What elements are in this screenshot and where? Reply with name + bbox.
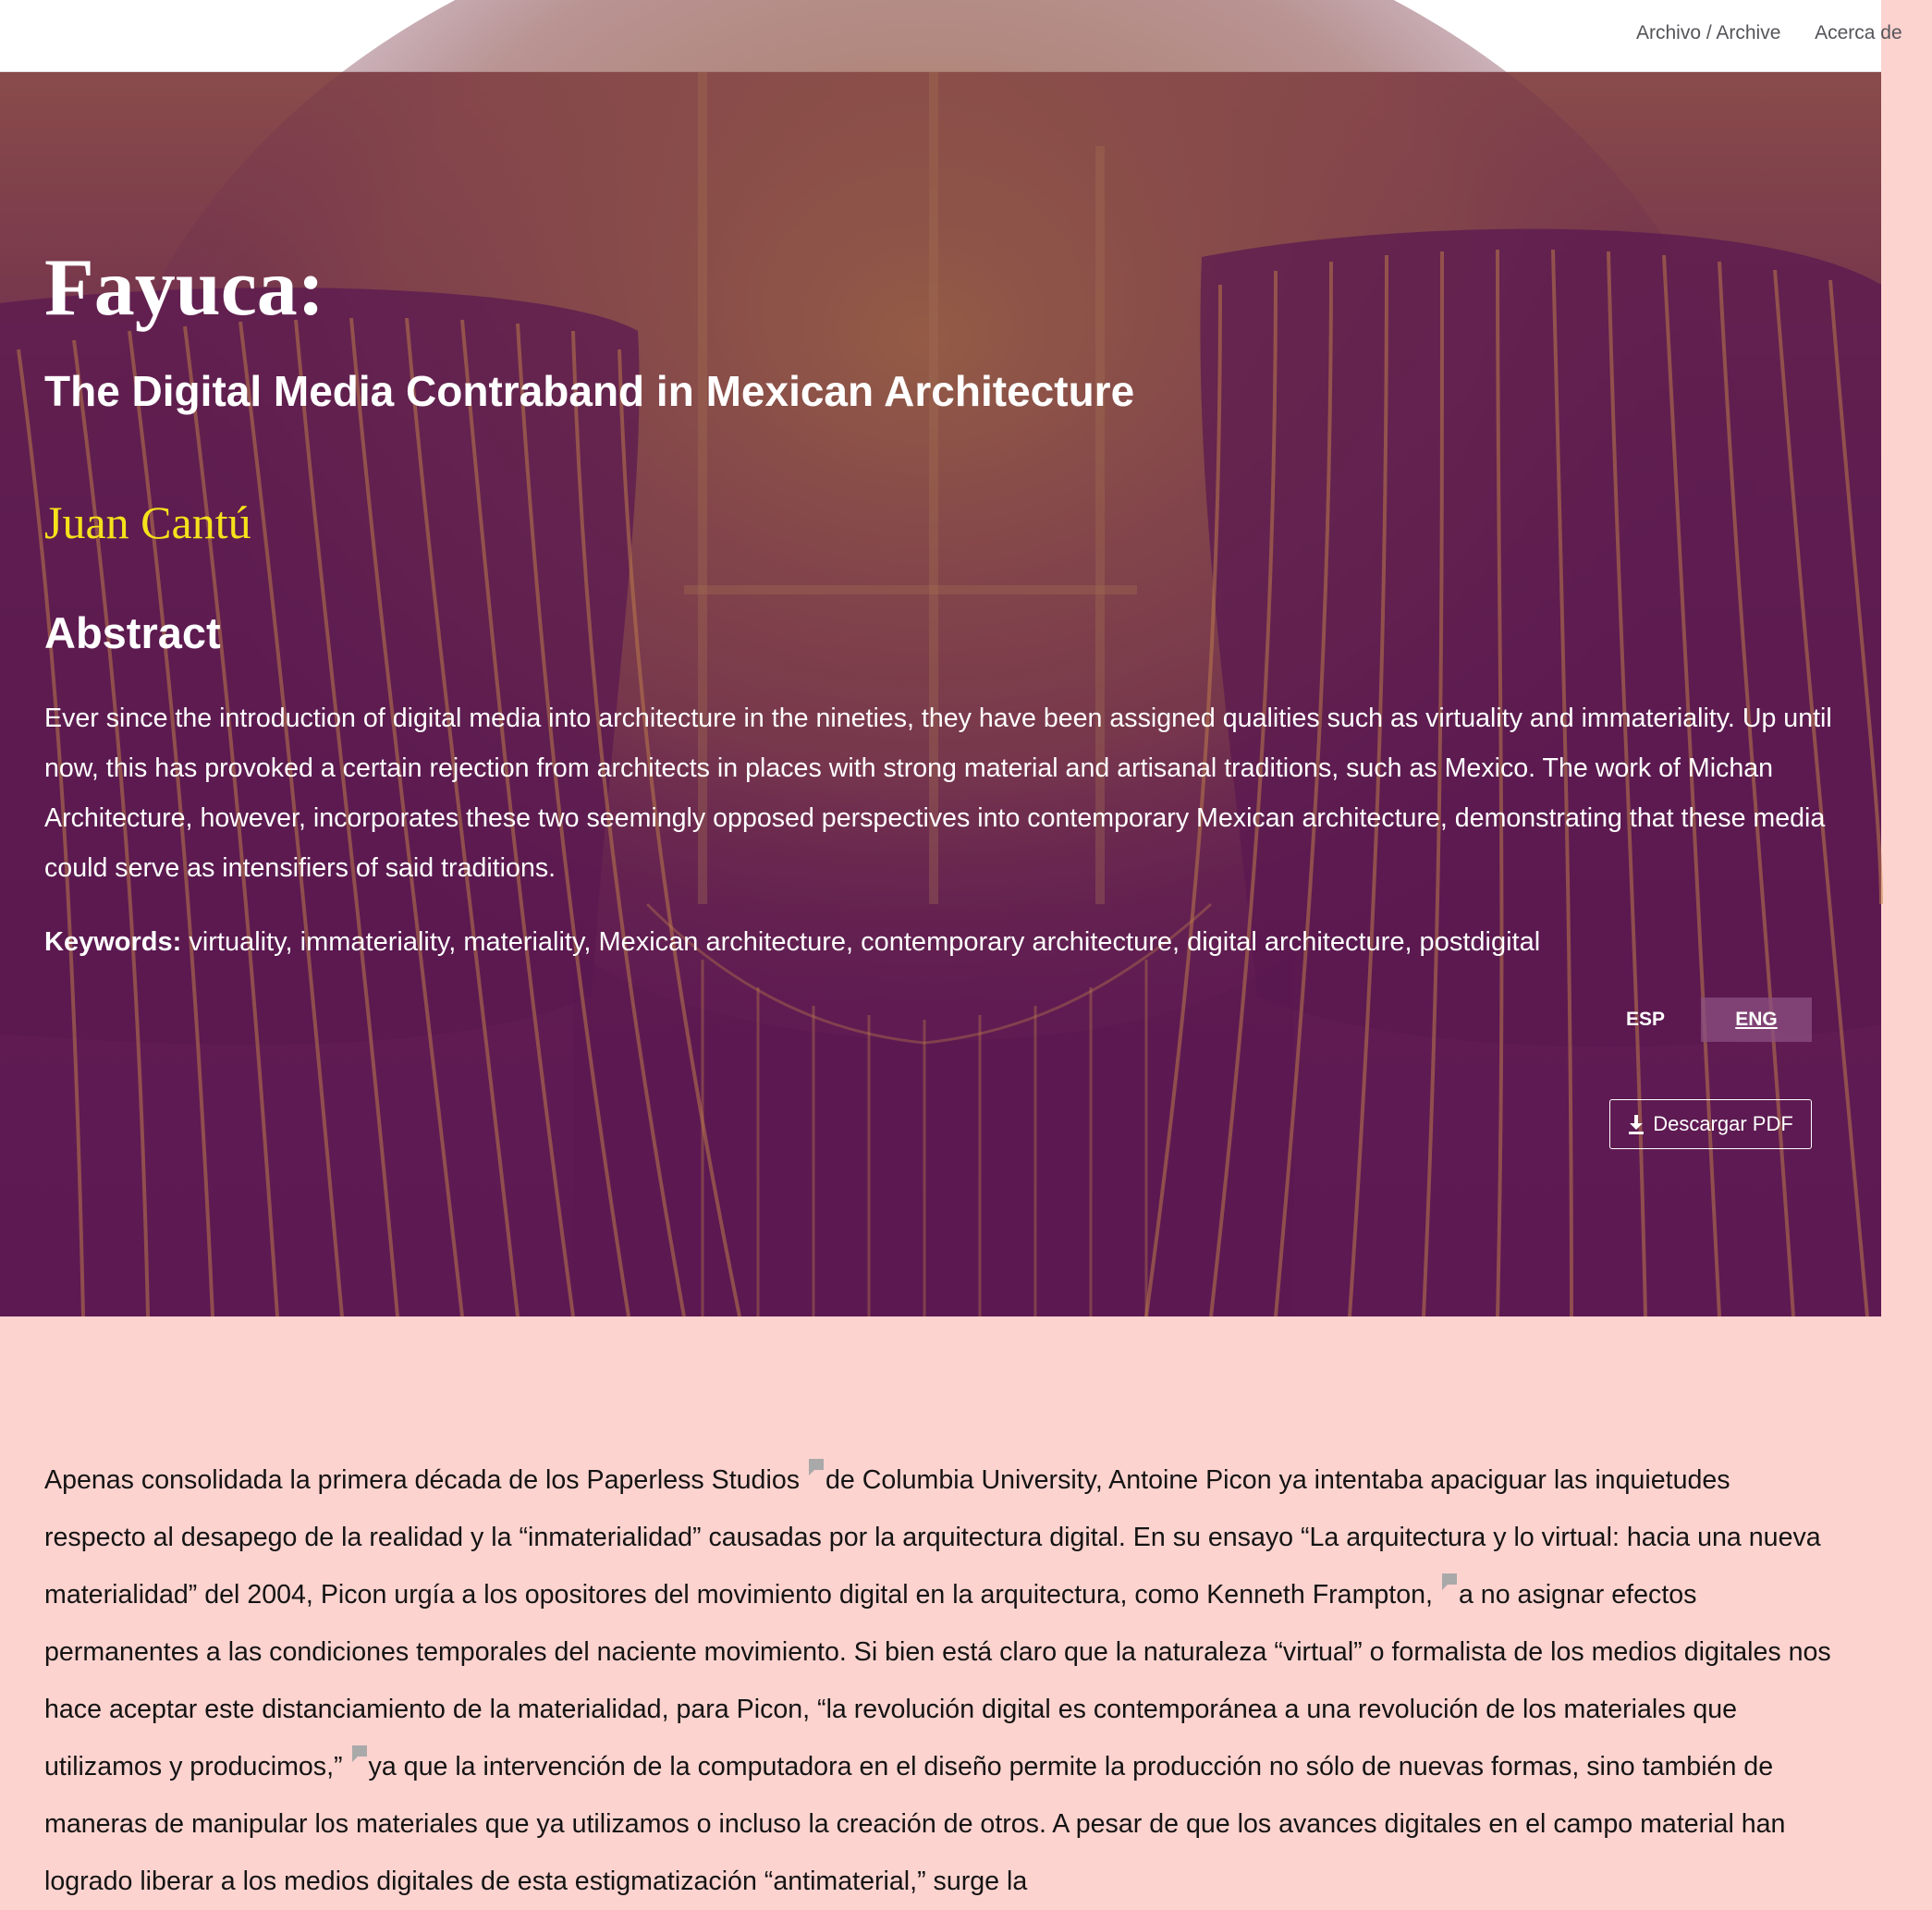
paragraph-text: Apenas consolidada la primera década de los Paperless Studios xyxy=(44,1465,807,1495)
main-nav xyxy=(1636,22,1932,44)
abstract-text: Ever since the introduction of digital media into architecture in the nineties, they have been assigned qualities such as virtuality and immateriality. Up until now, this has provoked a certain rejection from architects in places with strong material and artisanal traditions, such as Mexico. The work of Michan Architecture, however, incorporates these two seemingly opposed perspectives into contemporary Mexican architecture, demonstrating that these media could serve as intensifiers of said traditions. xyxy=(44,704,1832,883)
keywords-list: virtuality, immateriality, materiality, Mexican architecture, contemporary architecture, digital architecture, postdigital xyxy=(181,927,1541,957)
footnote-marker-icon[interactable] xyxy=(1442,1573,1457,1590)
lang-button-eng[interactable]: ENG xyxy=(1701,998,1812,1042)
hero-content xyxy=(0,72,1881,1316)
article-body xyxy=(44,1451,1834,1910)
keywords-label: Keywords: xyxy=(44,927,182,957)
article-subtitle: The Digital Media Contraband in Mexican Architecture xyxy=(44,367,1135,415)
footnote-marker-icon[interactable] xyxy=(352,1745,367,1762)
download-pdf-label: Descargar PDF xyxy=(1653,1112,1793,1135)
nav-link-about[interactable]: Acerca de xyxy=(1815,22,1902,43)
paragraph-text: ya que la intervención de la computadora en el diseño permite la producción no sólo de nuevas formas, sino también de maneras de manipular los materiales que ya utilizamos o incluso la creación de otros. A pesar de que los avances digitales en el campo material han logrado liberar a los medios digitales de esta estigmatización “antimaterial,” surge la xyxy=(44,1752,1786,1896)
nav-link-archive[interactable]: Archivo / Archive xyxy=(1636,22,1781,43)
article-hero xyxy=(0,72,1881,1316)
download-pdf-button[interactable] xyxy=(1609,1099,1812,1149)
paragraph xyxy=(44,1451,1834,1910)
footnote-marker-icon[interactable] xyxy=(809,1459,824,1475)
lang-button-esp[interactable]: ESP xyxy=(1625,1009,1666,1030)
paragraph-text: de Columbia University, Antoine Picon ya intentaba apaciguar las inquietudes respecto al desapego de la realidad y la “inmaterialidad” causadas por la arquitectura digital. En su ensayo “La arquitectura y lo virtual: hacia una nueva materialidad” del 2004, Picon urgía a los opositores del movimiento digital en la arquitectura, como Kenneth Frampton, xyxy=(44,1465,1821,1610)
download-icon xyxy=(1628,1114,1645,1134)
article-title: Fayuca: xyxy=(44,243,325,333)
article-author[interactable]: Juan Cantú xyxy=(44,496,251,548)
keywords xyxy=(44,925,1834,961)
paragraph-text: a no asignar efectos permanentes a las condiciones temporales del naciente movimiento. Si bien está claro que la naturaleza “virtual” o formalista de los medios digitales nos hace aceptar este distanciamiento de la materialidad, para Picon, “la revolución digital es contemporánea a una revolución de los materiales que utilizamos y producimos,” xyxy=(44,1580,1831,1781)
abstract-heading: Abstract xyxy=(44,608,221,657)
language-toggle xyxy=(1590,998,1812,1042)
